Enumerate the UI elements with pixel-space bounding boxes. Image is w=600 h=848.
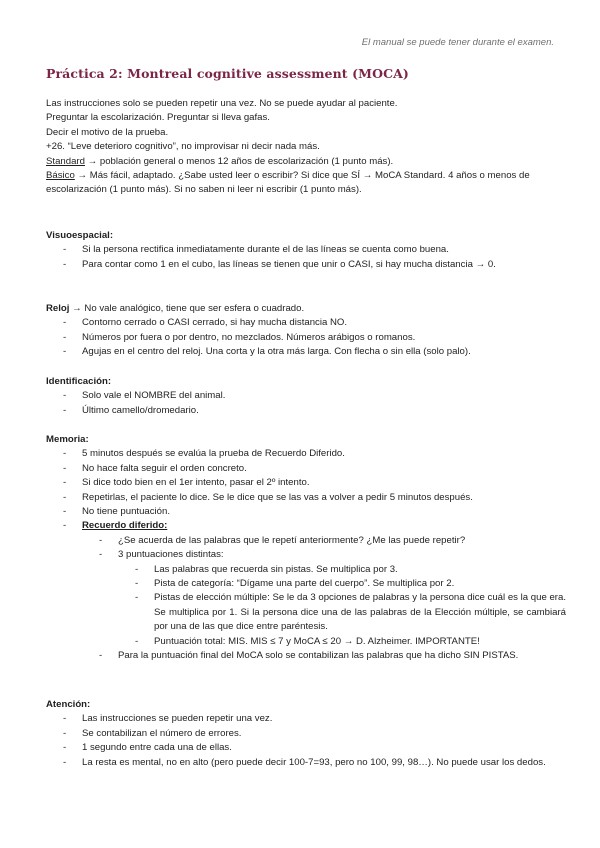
section-heading: Identificación:: [46, 376, 112, 387]
list-item: - Solo vale el NOMBRE del animal.: [46, 389, 566, 403]
reloj-heading-text: → No vale analógico, tiene que ser esfera o cuadrado.: [69, 303, 305, 314]
standard-label: Standard: [46, 155, 85, 167]
intro-line: Preguntar la escolarización. Preguntar si lleva gafas.: [46, 112, 270, 124]
list-item: - Si dice todo bien en el 1er intento, pasar el 2º intento.: [46, 476, 566, 490]
intro-line: +26. “Leve deterioro cognitivo”, no improvisar ni decir nada más.: [46, 141, 320, 153]
list-item: - Números por fuera o por dentro, no mezclados. Números arábigos o romanos.: [46, 331, 566, 345]
list-item: - Repetirlas, el paciente lo dice. Se le dice que se las vas a volver a pedir 5 minutos después.: [46, 491, 566, 505]
recuerdo-sublist: [82, 534, 566, 664]
puntuaciones-item: [82, 548, 566, 649]
list-item: - Se contabilizan el número de errores.: [46, 727, 566, 741]
intro-line: Decir el motivo de la prueba.: [46, 126, 169, 138]
visuoespacial-section: [46, 229, 566, 272]
section-heading: Memoria:: [46, 434, 89, 445]
list-item: - 5 minutos después se evalúa la prueba de Recuerdo Diferido.: [46, 447, 566, 461]
list-item: - Puntuación total: MIS. MIS ≤ 7 y MoCA ≤ 20 → D. Alzheimer. IMPORTANTE!: [118, 635, 566, 649]
list-item: - Pista de categoría: “Dígame una parte del cuerpo”. Se multiplica por 2.: [118, 577, 566, 591]
intro-section: [46, 97, 561, 198]
list-item: - Pistas de elección múltiple: Se le da 3 opciones de palabras y la persona dice cuál es la que era. Se multiplica por 1. Si la persona dice una de las palabras de la Elección múltiple, se cambiará por una de las que dice entre paréntesis.: [118, 591, 566, 634]
list-item: - No hace falta seguir el orden concreto.: [46, 462, 566, 476]
puntuaciones-list: [118, 563, 566, 649]
ident-list: [46, 389, 566, 418]
atencion-section: [46, 698, 566, 770]
reloj-section: [46, 302, 566, 360]
memoria-section: [46, 433, 566, 664]
basico-label: Básico: [46, 170, 75, 182]
standard-text: → población general o menos 12 años de escolarización (1 punto más).: [84, 155, 394, 167]
reloj-heading-line: [46, 302, 566, 316]
puntuaciones-label: 3 puntuaciones distintas:: [118, 549, 224, 561]
list-item: - Si la persona rectifica inmediatamente durante el de las líneas se cuenta como buena.: [46, 243, 566, 257]
visuo-list: [46, 243, 566, 272]
basico-text: → Más fácil, adaptado. ¿Sabe usted leer o escribir? Si dice que SÍ → MoCA Standard. 4 años o menos de escolarización (1 punto más). Si no saben ni leer ni escribir (1 punto más).: [46, 170, 530, 196]
list-item: - Para la puntuación final del MoCA solo se contabilizan las palabras que ha dicho SIN PISTAS.: [82, 649, 566, 663]
recuerdo-diferido-item: [46, 519, 566, 663]
list-item: - Las instrucciones se pueden repetir una vez.: [46, 712, 566, 726]
list-item: - Contorno cerrado o CASI cerrado, si hay mucha distancia NO.: [46, 316, 566, 330]
intro-line: Las instrucciones solo se pueden repetir una vez. No se puede ayudar al paciente.: [46, 98, 398, 109]
standard-line: [46, 155, 561, 169]
list-item: - Agujas en el centro del reloj. Una corta y la otra más larga. Con flecha o sin ella (solo palo).: [46, 345, 566, 359]
page-header-note: El manual se puede tener durante el examen.: [361, 37, 554, 48]
section-heading: Atención:: [46, 699, 91, 710]
list-item: - La resta es mental, no en alto (pero puede decir 100-7=93, pero no 100, 99, 98…). No puede usar los dedos.: [46, 756, 566, 770]
list-item: - ¿Se acuerda de las palabras que le repetí anteriormente? ¿Me las puede repetir?: [82, 534, 566, 548]
page-title: Práctica 2: Montreal cognitive assessment (MOCA): [46, 66, 409, 81]
atencion-list: [46, 712, 566, 770]
list-item: - Último camello/dromedario.: [46, 404, 566, 418]
memoria-list: [46, 447, 566, 663]
list-item: - Las palabras que recuerda sin pistas. Se multiplica por 3.: [118, 563, 566, 577]
list-item: - Para contar como 1 en el cubo, las líneas se tienen que unir o CASI, si hay mucha distancia → 0.: [46, 258, 566, 272]
section-heading: Visuoespacial:: [46, 230, 114, 241]
list-item: - 1 segundo entre cada una de ellas.: [46, 741, 566, 755]
recuerdo-diferido-label: Recuerdo diferido:: [82, 520, 168, 532]
reloj-list: [46, 316, 566, 359]
identificacion-section: [46, 375, 566, 418]
list-item: - No tiene puntuación.: [46, 505, 566, 519]
section-heading: Reloj: [46, 303, 70, 314]
basico-line: [46, 169, 561, 198]
